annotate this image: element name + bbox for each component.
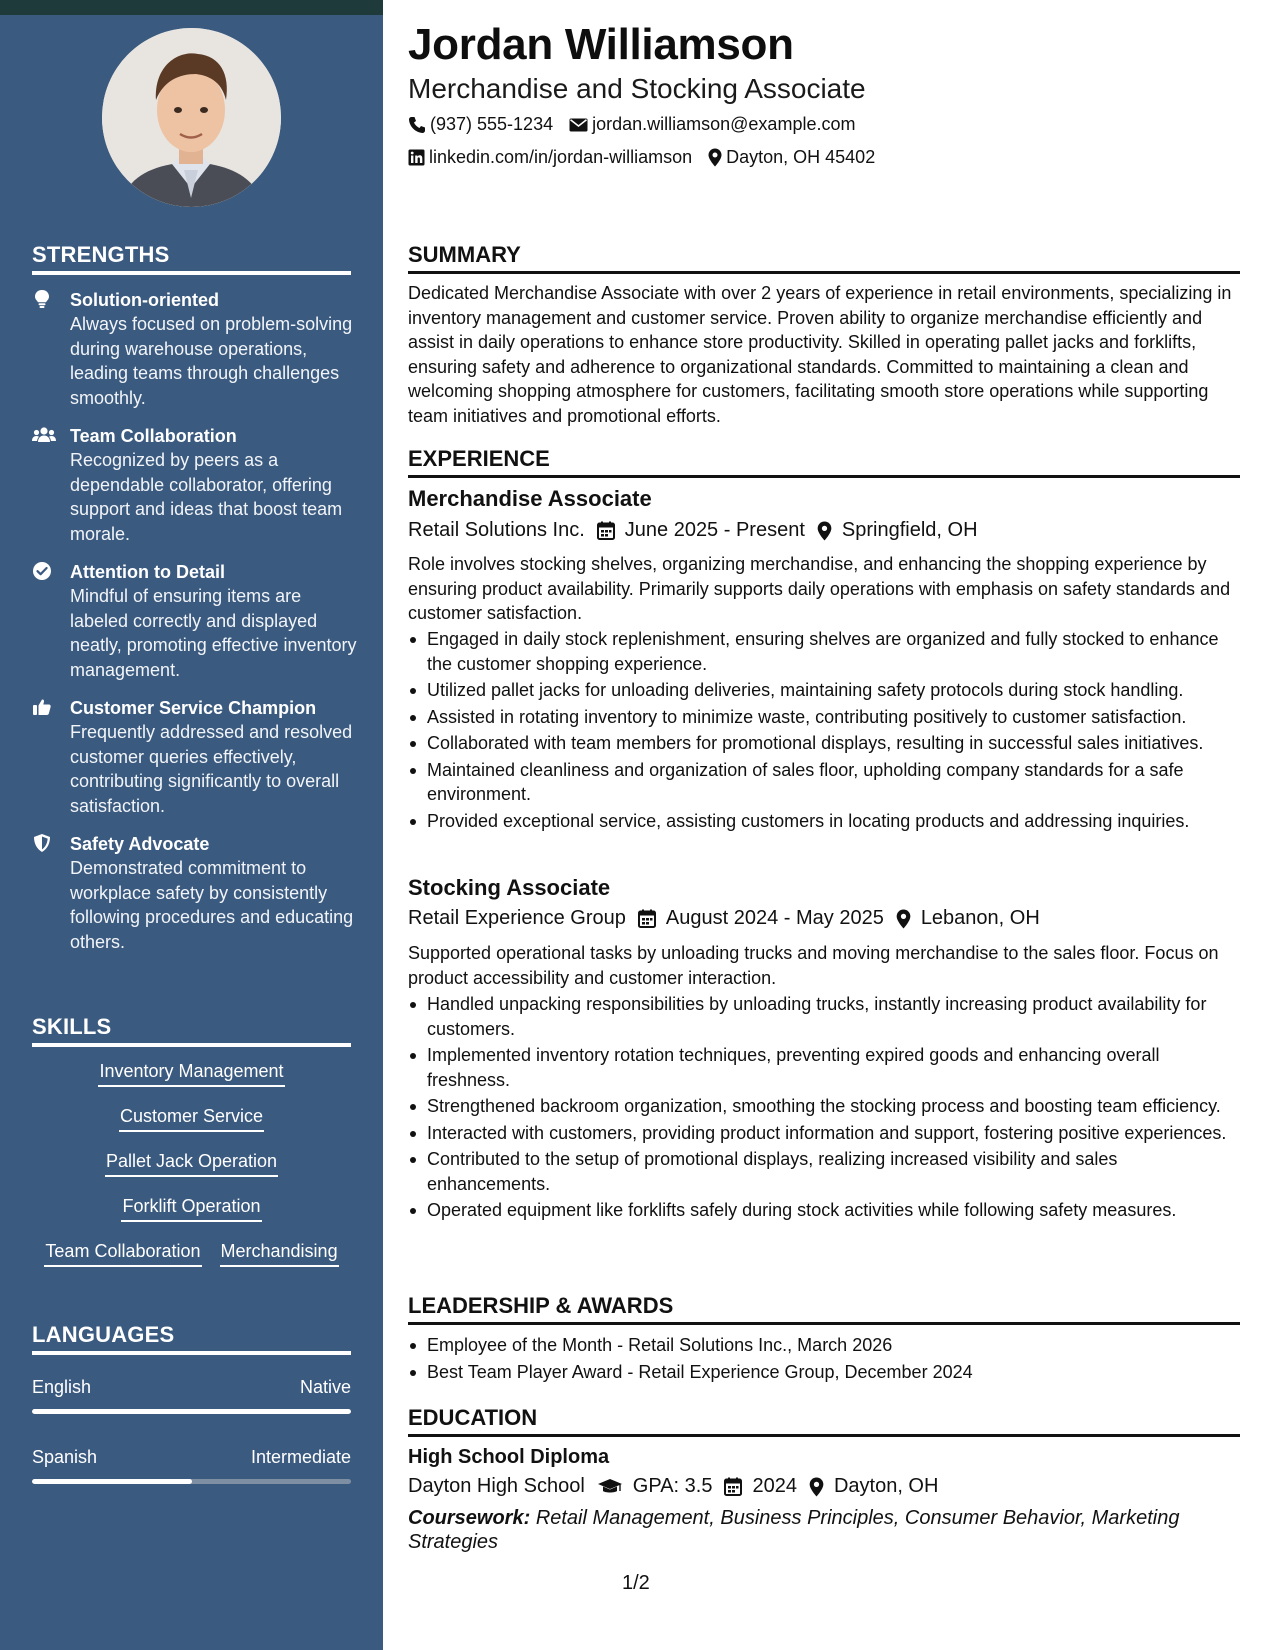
strength-title: Team Collaboration xyxy=(70,426,237,446)
strengths-rule xyxy=(32,271,351,275)
skill-tag: Merchandising xyxy=(220,1238,339,1267)
job-description: Role involves stocking shelves, organizing merchandise, and enhancing the shopping experience by ensuring product availability. Primarily supports daily operations with emphasis on safety standards and customer satisfaction. xyxy=(408,554,1231,623)
strength-description: Demonstrated commitment to workplace safety by consistently following procedures and educating others. xyxy=(70,858,354,952)
graduation-cap-icon xyxy=(597,1478,623,1496)
language-proficiency-bar xyxy=(32,1409,351,1414)
phone-icon xyxy=(408,116,426,134)
list-item: Provided exceptional service, assisting customers in locating products and addressing inquiries. xyxy=(408,809,1240,834)
strength-item xyxy=(32,424,362,546)
strength-description: Recognized by peers as a dependable collaborator, offering support and ideas that boost team morale. xyxy=(70,450,343,544)
strength-item xyxy=(32,696,362,818)
language-level: Intermediate xyxy=(250,1447,351,1467)
education-heading: EDUCATION xyxy=(408,1405,538,1430)
language-proficiency-bar xyxy=(32,1479,351,1484)
users-icon xyxy=(32,425,56,445)
awards-list xyxy=(408,1333,1240,1386)
lightbulb-icon xyxy=(32,289,56,309)
linkedin-icon xyxy=(408,149,425,166)
skill-tag: Customer Service xyxy=(119,1103,264,1132)
linkedin-link[interactable]: linkedin.com/in/jordan-williamson xyxy=(429,147,693,167)
list-item: Best Team Player Award - Retail Experience Group, December 2024 xyxy=(408,1360,1240,1385)
strength-title: Solution-oriented xyxy=(70,290,219,310)
list-item: Strengthened backroom organization, smoothing the stocking process and boosting team efficiency. xyxy=(408,1094,1240,1119)
job-dates: August 2024 - May 2025 xyxy=(665,907,884,929)
list-item: Interacted with customers, providing product information and support, fostering positive experiences. xyxy=(408,1121,1240,1146)
strengths-list xyxy=(32,288,362,968)
list-item: Implemented inventory rotation techniques, preventing expired goods and enhancing overall freshness. xyxy=(408,1043,1240,1092)
coursework xyxy=(408,1506,1198,1554)
skills-rule xyxy=(32,1043,351,1047)
email-link[interactable]: jordan.williamson@example.com xyxy=(592,114,856,134)
skills-list xyxy=(32,1058,351,1283)
calendar-icon xyxy=(724,1477,742,1496)
map-pin-icon xyxy=(809,1477,824,1497)
calendar-icon xyxy=(638,909,656,928)
school-name: Dayton High School xyxy=(408,1475,585,1497)
experience-rule xyxy=(408,475,1240,478)
list-item: Employee of the Month - Retail Solutions Inc., March 2026 xyxy=(408,1333,1240,1358)
avatar xyxy=(102,28,281,207)
strength-item xyxy=(32,832,362,954)
language-item xyxy=(32,1377,351,1414)
language-level: Native xyxy=(299,1377,351,1397)
candidate-name: Jordan Williamson xyxy=(408,20,794,69)
top-strip xyxy=(0,0,383,15)
strength-description: Mindful of ensuring items are labeled correctly and displayed neatly, promoting effective inventory management. xyxy=(70,586,357,680)
map-pin-icon xyxy=(896,909,911,929)
job-title: Stocking Associate xyxy=(408,875,611,900)
skill-tag: Team Collaboration xyxy=(44,1238,201,1267)
job-dates: June 2025 - Present xyxy=(624,519,805,541)
summary-text: Dedicated Merchandise Associate with over 2 years of experience in retail environments, specializing in inventory management and customer service. Proven ability to organize merchandise efficiently and assist in daily operations to enhance store productivity. Skilled in operating pallet jacks and forklifts, ensuring safety and adherence to organizational standards. Committed to maintaining a clean and welcoming shopping atmosphere for customers, facilitating smooth store operations while supporting team initiatives and promotional efforts. xyxy=(408,283,1232,426)
strength-title: Customer Service Champion xyxy=(70,698,317,718)
languages-heading: LANGUAGES xyxy=(32,1322,175,1347)
map-pin-icon xyxy=(708,148,722,167)
strength-item xyxy=(32,560,362,682)
awards-rule xyxy=(408,1322,1240,1325)
candidate-title: Merchandise and Stocking Associate xyxy=(408,73,866,104)
list-item: Maintained cleanliness and organization of sales floor, upholding company standards for a safe environment. xyxy=(408,758,1240,807)
summary-heading: SUMMARY xyxy=(408,242,521,267)
school-location: Dayton, OH xyxy=(833,1475,939,1497)
list-item: Contributed to the setup of promotional displays, realizing increased visibility and sales enhancements. xyxy=(408,1147,1240,1196)
strength-description: Always focused on problem-solving during warehouse operations, leading teams through challenges smoothly. xyxy=(70,314,353,408)
language-proficiency-fill xyxy=(32,1479,192,1484)
thumbs-up-icon xyxy=(32,697,56,717)
coursework-label: Coursework: xyxy=(408,1507,531,1529)
job-description: Supported operational tasks by unloading trucks and moving merchandise to the sales floor. Focus on product accessibility and customer interaction. xyxy=(408,943,1219,988)
shield-icon xyxy=(32,833,56,853)
job-meta xyxy=(408,519,990,542)
list-item: Handled unpacking responsibilities by unloading trucks, instantly increasing product availability for customers. xyxy=(408,992,1240,1041)
gpa-text: GPA: 3.5 xyxy=(632,1475,713,1497)
check-circle-icon xyxy=(32,561,56,581)
language-proficiency-fill xyxy=(32,1409,351,1414)
sidebar xyxy=(0,0,383,1650)
company-name: Retail Solutions Inc. xyxy=(408,519,585,541)
language-name: Spanish xyxy=(32,1447,98,1467)
job-location: Lebanon, OH xyxy=(920,907,1040,929)
skill-tag: Pallet Jack Operation xyxy=(105,1148,278,1177)
contact-row xyxy=(408,147,891,168)
awards-heading: LEADERSHIP & AWARDS xyxy=(408,1293,674,1318)
list-item: Utilized pallet jacks for unloading deliveries, maintaining safety protocols during stock handling. xyxy=(408,678,1240,703)
job-bullets xyxy=(408,992,1240,1225)
calendar-icon xyxy=(597,521,615,540)
languages-rule xyxy=(32,1351,351,1355)
strengths-heading: STRENGTHS xyxy=(32,242,170,267)
strength-item xyxy=(32,288,362,410)
job-title: Merchandise Associate xyxy=(408,486,652,511)
education-meta xyxy=(408,1475,950,1498)
job-bullets xyxy=(408,627,1240,835)
skill-tag: Inventory Management xyxy=(98,1058,284,1087)
strength-description: Frequently addressed and resolved customer queries effectively, contributing significantly to overall satisfaction. xyxy=(70,722,353,816)
phone-link[interactable]: (937) 555-1234 xyxy=(430,114,554,134)
company-name: Retail Experience Group xyxy=(408,907,626,929)
strength-title: Attention to Detail xyxy=(70,562,225,582)
summary-rule xyxy=(408,271,1240,274)
list-item: Operated equipment like forklifts safely during stock activities while following safety measures. xyxy=(408,1198,1240,1223)
list-item: Assisted in rotating inventory to minimize waste, contributing positively to customer satisfaction. xyxy=(408,705,1240,730)
experience-heading: EXPERIENCE xyxy=(408,446,550,471)
location-text: Dayton, OH 45402 xyxy=(726,147,876,167)
language-item xyxy=(32,1447,351,1484)
list-item: Engaged in daily stock replenishment, ensuring shelves are organized and fully stocked to enhance the customer shopping experience. xyxy=(408,627,1240,676)
degree-title: High School Diploma xyxy=(408,1446,610,1468)
map-pin-icon xyxy=(817,521,832,541)
coursework-text: Retail Management, Business Principles, Consumer Behavior, Marketing Strategies xyxy=(408,1507,1180,1553)
page-indicator: 1/2 xyxy=(622,1572,650,1594)
job-meta xyxy=(408,907,1052,930)
envelope-icon xyxy=(569,117,588,133)
strength-title: Safety Advocate xyxy=(70,834,210,854)
language-name: English xyxy=(32,1377,92,1397)
skill-tag: Forklift Operation xyxy=(121,1193,261,1222)
graduation-year: 2024 xyxy=(752,1475,797,1497)
list-item: Collaborated with team members for promotional displays, resulting in successful sales initiatives. xyxy=(408,731,1240,756)
job-location: Springfield, OH xyxy=(841,519,978,541)
education-rule xyxy=(408,1434,1240,1437)
contact-row xyxy=(408,114,871,135)
skills-heading: SKILLS xyxy=(32,1014,112,1039)
